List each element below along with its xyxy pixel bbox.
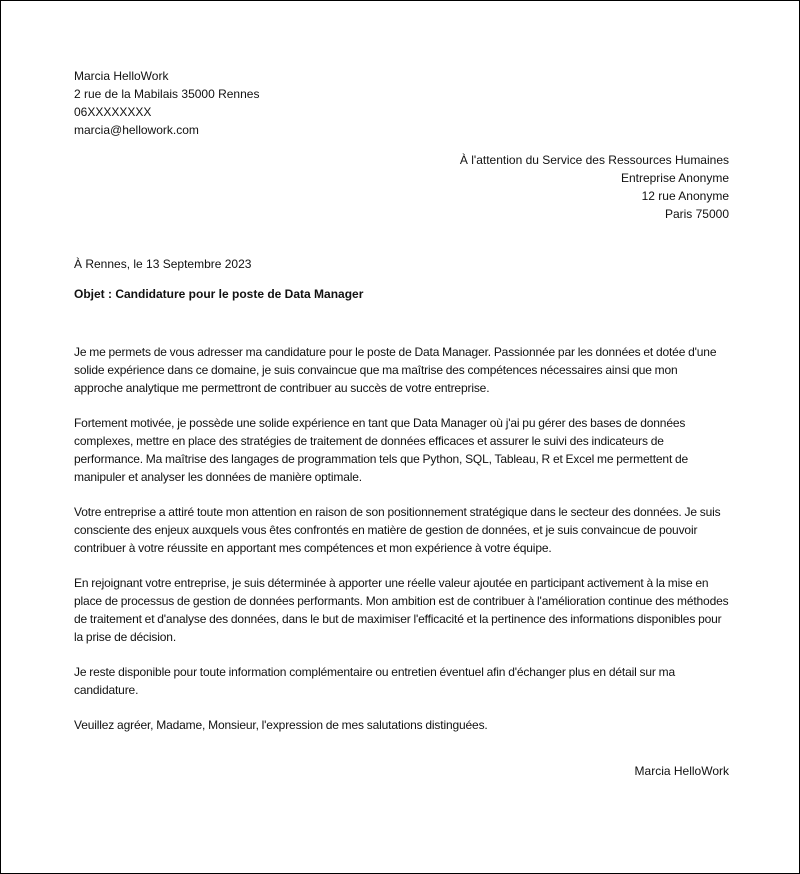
sender-email: marcia@hellowork.com bbox=[74, 123, 199, 137]
recipient-city: Paris 75000 bbox=[664, 207, 729, 221]
sender-name: Marcia HelloWork bbox=[74, 69, 169, 83]
body-paragraph: En rejoignant votre entreprise, je suis déterminée à apporter une réelle valeur ajoutée en participant activement à la mise en place de processus de gestion de données performants. Mon ambition est de contribuer à l'amélioration continue des méthodes de traitement et d'analyse des données, dans le but de maximiser l'efficacité et la pertinence des informations disponibles pour la prise de décision. bbox=[74, 576, 729, 644]
recipient-street: 12 rue Anonyme bbox=[641, 189, 729, 203]
date-line: À Rennes, le 13 Septembre 2023 bbox=[74, 257, 252, 271]
closing-line: Veuillez agréer, Madame, Monsieur, l'expression de mes salutations distinguées. bbox=[74, 718, 488, 732]
recipient-block bbox=[74, 151, 729, 223]
sender-block bbox=[74, 67, 729, 139]
body-paragraph: Je reste disponible pour toute information complémentaire ou entretien éventuel afin d'échanger plus en détail sur ma candidature. bbox=[74, 665, 675, 697]
body-paragraph: Je me permets de vous adresser ma candidature pour le poste de Data Manager. Passionnée par les données et dotée d'une solide expérience dans ce domaine, je suis convaincue que ma maîtrise des compétences nécessaires ainsi que mon approche analytique me permettront de contribuer au succès de votre entreprise. bbox=[74, 345, 717, 395]
body-paragraph: Votre entreprise a attiré toute mon attention en raison de son positionnement stratégique dans le secteur des données. Je suis consciente des enjeux auxquels vous êtes confrontés en matière de gestion de données, et je suis convaincue de pouvoir contribuer à votre réussite en apportant mes compétences et mon expérience à votre équipe. bbox=[74, 505, 721, 555]
signature: Marcia HelloWork bbox=[634, 764, 729, 778]
body-paragraph: Fortement motivée, je possède une solide expérience en tant que Data Manager où j'ai pu gérer des bases de données complexes, mettre en place des stratégies de traitement de données efficaces et assurer le suivi des indicateurs de performance. Ma maîtrise des langages de programmation tels que Python, SQL, Tableau, R et Excel me permettent de manipuler et analyser les données de manière optimale. bbox=[74, 416, 689, 484]
subject-line: Objet : Candidature pour le poste de Data Manager bbox=[74, 287, 364, 301]
recipient-company: Entreprise Anonyme bbox=[620, 171, 729, 185]
letter-content bbox=[74, 67, 729, 780]
sender-address: 2 rue de la Mabilais 35000 Rennes bbox=[74, 87, 260, 101]
recipient-attention: À l'attention du Service des Ressources Humaines bbox=[459, 153, 729, 167]
letter-body bbox=[74, 343, 729, 734]
sender-phone: 06XXXXXXXX bbox=[74, 105, 152, 119]
